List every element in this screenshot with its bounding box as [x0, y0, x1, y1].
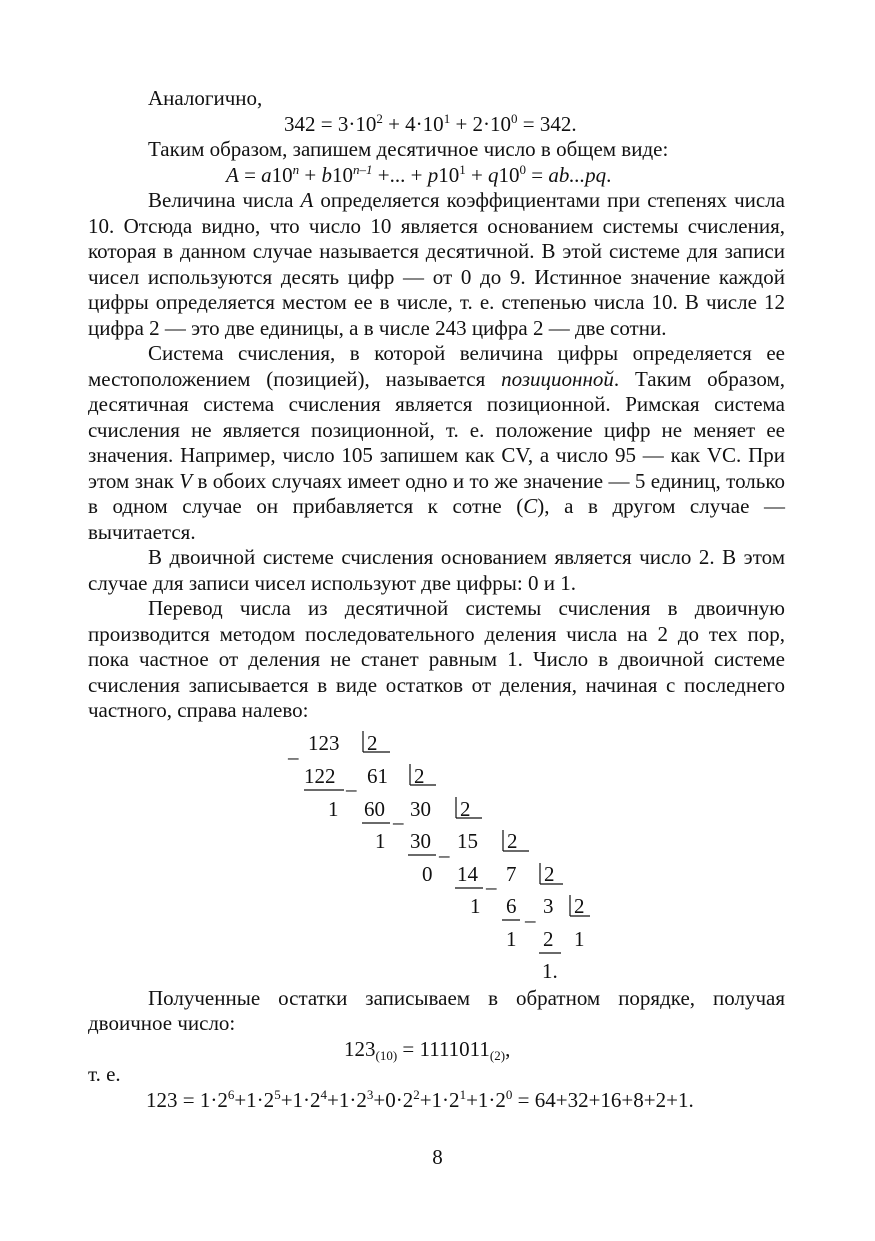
divisor-5: 2 — [544, 861, 555, 886]
minus-sign-6: – — [525, 907, 536, 932]
remainder-1e: 1. — [542, 958, 558, 983]
quotient-3: 3 — [543, 893, 554, 918]
formula-342: $342 = 3\cdot 10^2 + 4\cdot 10^1 + 2\cdot 10^0 = 342$. — [284, 110, 577, 136]
quotient-30: 30 — [410, 796, 431, 821]
formula-expansion: $123 = 1\cdot 2^6+1\cdot 2^5+1\cdot 2^4+1\cdot 2^3+0\cdot 2^2+1\cdot 2^1+1\cdot 2^0 = 64+32+16+8+2+1$. — [146, 1086, 694, 1112]
paragraph-positional-system: Система счисления, в которой величина цифры определяется ее местоположением (позицией), называется позиционной. Таким образом, десятичная система счисления является позиционной. Римская система счисления не является позиционной, т. е. положение цифр не меняет ее значения. Например, число 105 запишем как CV, а число 95 — как VC. При этом знак V в обоих случаях имеет одно и то же значение — 5 единиц, только в одном случае он прибавляется к сотне (C), а в другом случае — вычитается. — [88, 341, 785, 544]
remainder-1a: 1 — [328, 796, 339, 821]
paragraph-decimal-system: Величина числа A определяется коэффициентами при степенях числа 10. Отсюда видно, что число 10 является основанием системы счисления, которая в данном случае называется десятичной. В этой системе для записи чисел используются десять цифр — от 0 до 9. Истинное значение каждой цифры определяется местом ее в числе, т. е. степенью числа 10. В числе 12 цифра 2 — это две единицы, а в числе 243 цифра 2 — две сотни. — [88, 188, 786, 340]
paragraph-binary-system: В двоичной системе счисления основанием является число 2. В этом случае для записи чисел используют две цифры: 0 и 1. — [88, 545, 785, 595]
quotient-15: 15 — [457, 828, 478, 853]
subtrahend-122: 122 — [304, 763, 336, 788]
minus-sign-1: – — [288, 744, 299, 769]
divisor-3: 2 — [460, 796, 471, 821]
remainder-1d: 1 — [506, 926, 517, 951]
paragraph-analogously: Аналогично, — [148, 86, 263, 110]
quotient-1: 1 — [574, 926, 585, 951]
remainder-1b: 1 — [375, 828, 386, 853]
page-body — [88, 86, 785, 1113]
page-number: 8 — [432, 1145, 443, 1169]
paragraph-general-form: Таким образом, запишем десятичное число в общем виде: — [148, 137, 669, 161]
subtrahend-14: 14 — [457, 861, 478, 886]
subtrahend-2: 2 — [543, 926, 554, 951]
divisor-6: 2 — [574, 893, 585, 918]
formula-general: $A = a10^n + b10^{n-1}$ +... + $p10^1 + q10^0 = ab...pq$. — [226, 161, 612, 187]
subtrahend-60: 60 — [364, 796, 385, 821]
subtrahend-30: 30 — [410, 828, 431, 853]
minus-sign-2: – — [346, 776, 357, 801]
paragraph-result: Полученные остатки записываем в обратном порядке, получая двоичное число: — [88, 985, 785, 1035]
long-division-diagram — [88, 724, 785, 986]
minus-sign-5: – — [486, 874, 497, 899]
divisor-2: 2 — [414, 763, 425, 788]
dividend-123: 123 — [308, 730, 340, 755]
remainder-1c: 1 — [470, 893, 481, 918]
paragraph-conversion: Перевод числа из десятичной системы счисления в двоичную производится методом последовательного деления числа на 2 до тех пор, пока частное от деления не станет равным 1. Число в двоичной системе счисления записывается в виде остатков от деления, начиная с последнего частного, справа налево: — [88, 596, 785, 722]
paragraph-ie: т. е. — [88, 1062, 121, 1086]
divisor-1: 2 — [367, 730, 378, 755]
minus-sign-4: – — [439, 842, 450, 867]
formula-binary: $123_{(10)} = 1111011_{(2)}$, — [344, 1036, 511, 1063]
subtrahend-6: 6 — [506, 893, 517, 918]
divisor-4: 2 — [507, 828, 518, 853]
minus-sign-3: – — [393, 809, 404, 834]
quotient-7: 7 — [506, 861, 517, 886]
remainder-0: 0 — [422, 861, 433, 886]
quotient-61: 61 — [367, 763, 388, 788]
